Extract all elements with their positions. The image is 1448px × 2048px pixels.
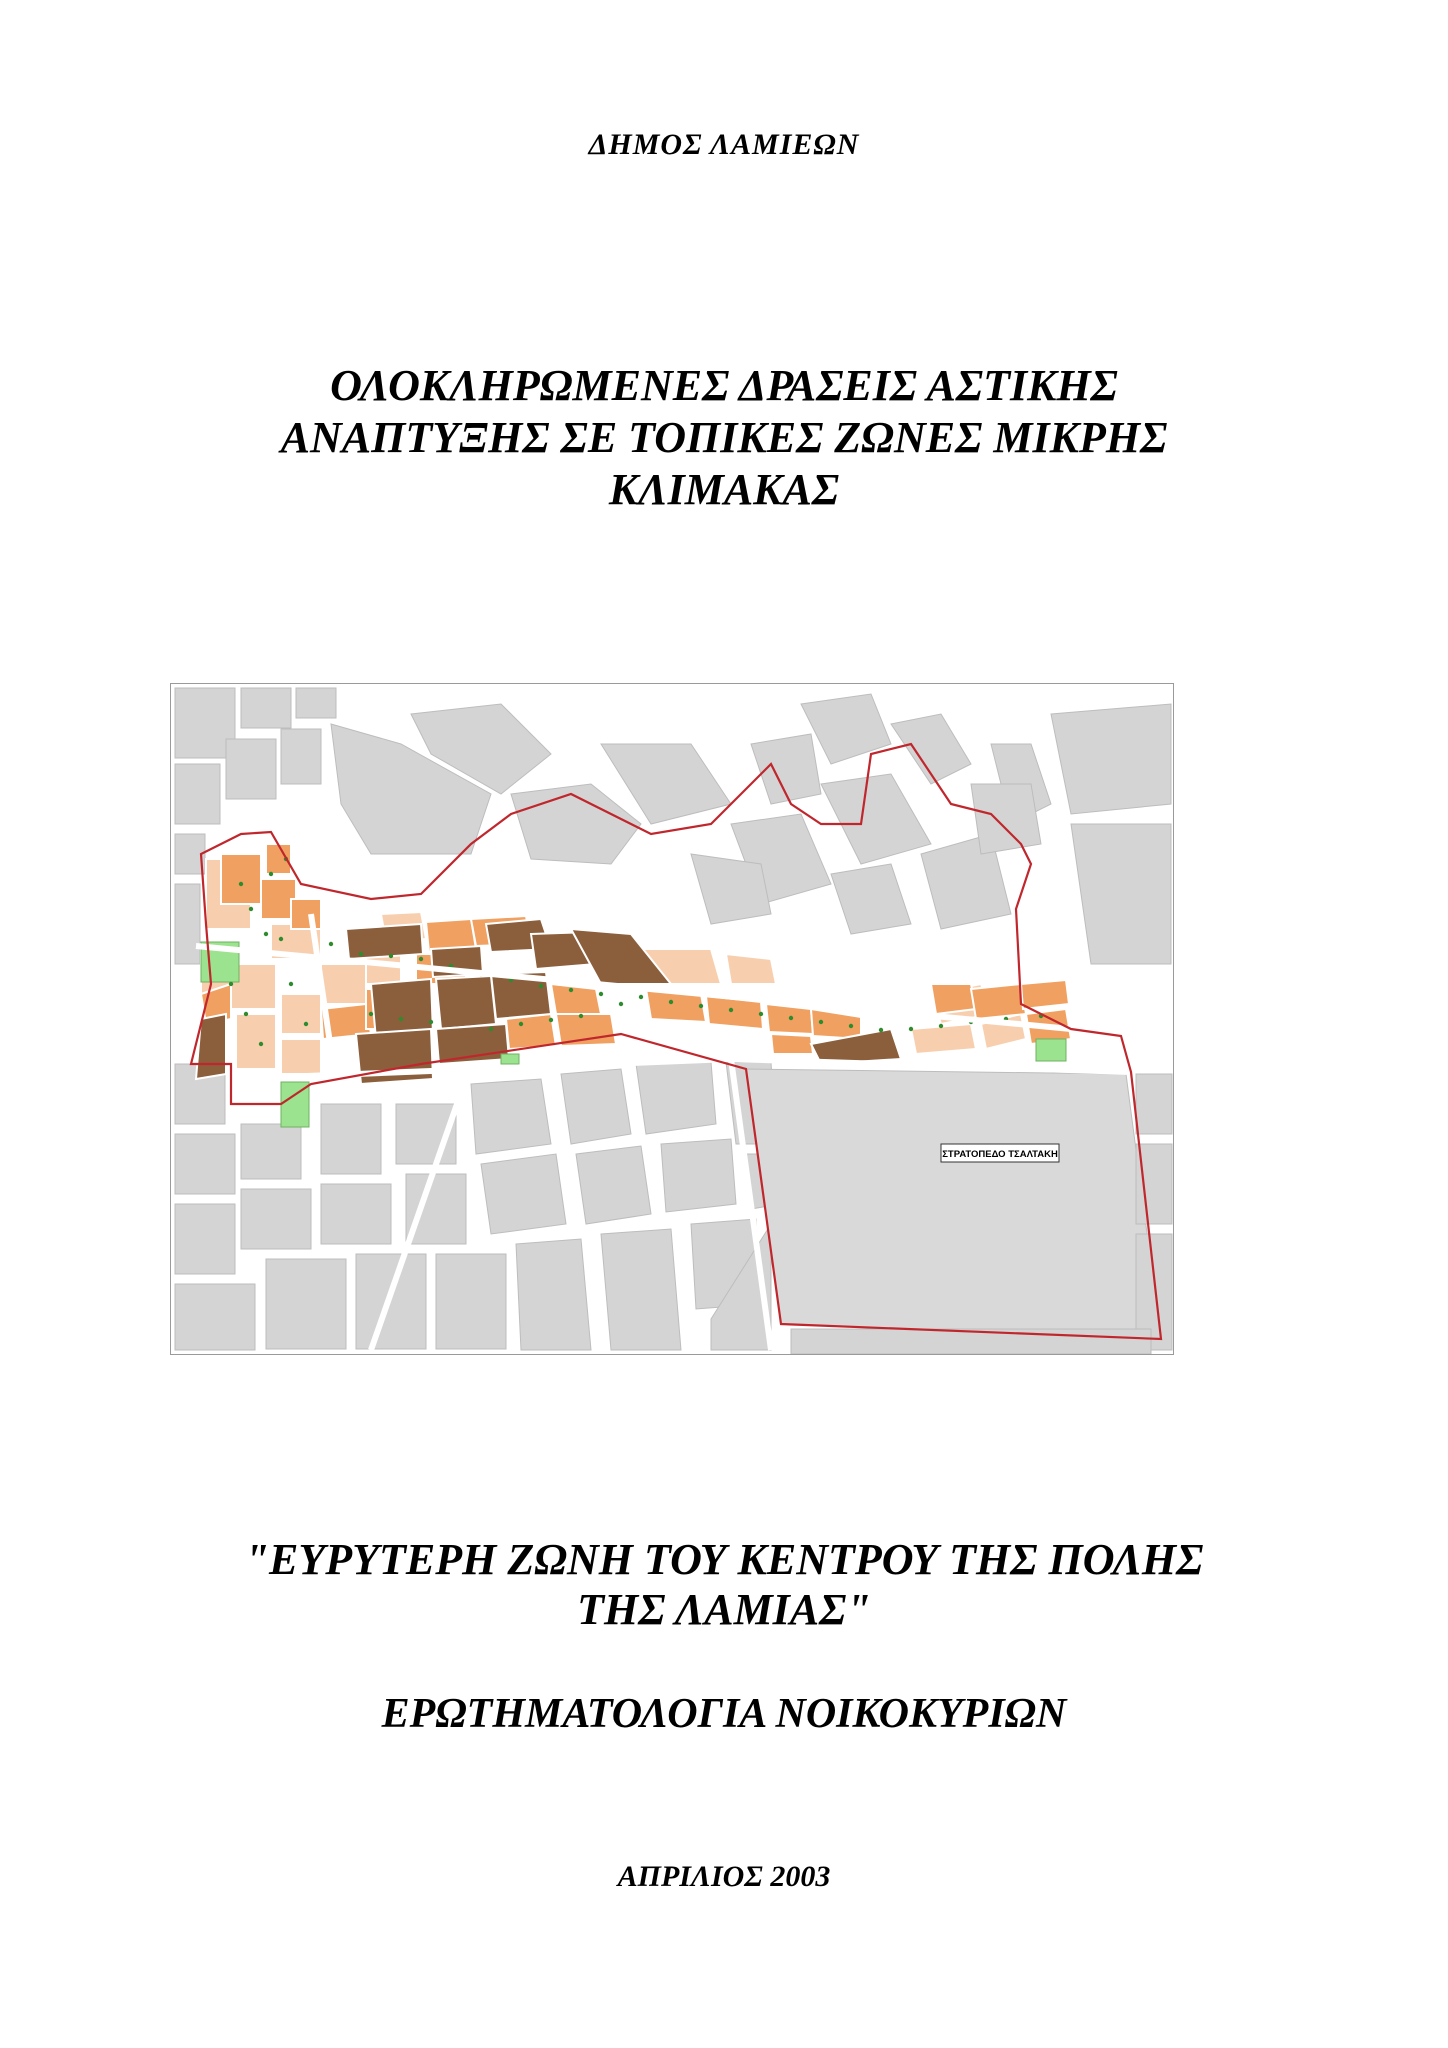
zone-title <box>0 1535 1448 1635</box>
program-title <box>0 360 1448 516</box>
municipality-heading: ΔΗΜΟΣ ΛΑΜΙΕΩΝ <box>588 128 860 161</box>
program-title-line-2: ΑΝΑΠΤΥΞΗΣ ΣΕ ΤΟΠΙΚΕΣ ΖΩΝΕΣ ΜΙΚΡΗΣ <box>280 413 1168 462</box>
camp-label <box>941 1144 1059 1162</box>
program-title-line-3: ΚΛΙΜΑΚΑΣ <box>608 465 840 514</box>
document-type: ΕΡΩΤΗΜΑΤΟΛΟΓΙΑ ΝΟΙΚΟΚΥΡΙΩΝ <box>381 1691 1067 1737</box>
zone-title-line-2: ΤΗΣ ΛΑΜΙΑΣ" <box>577 1585 871 1634</box>
zone-map <box>170 683 1174 1355</box>
zone-map-drawing <box>171 684 1173 1354</box>
document-date: ΑΠΡΙΛΙΟΣ 2003 <box>617 1860 831 1893</box>
program-title-line-1: ΟΛΟΚΛΗΡΩΜΕΝΕΣ ΔΡΑΣΕΙΣ ΑΣΤΙΚΗΣ <box>330 361 1118 410</box>
zone-title-line-1: "ΕΥΡΥΤΕΡΗ ΖΩΝΗ ΤΟΥ ΚΕΝΤΡΟΥ ΤΗΣ ΠΟΛΗΣ <box>244 1535 1204 1584</box>
camp-label-text: ΣΤΡΑΤΟΠΕΔΟ ΤΣΑΛΤΑΚΗ <box>942 1149 1058 1160</box>
